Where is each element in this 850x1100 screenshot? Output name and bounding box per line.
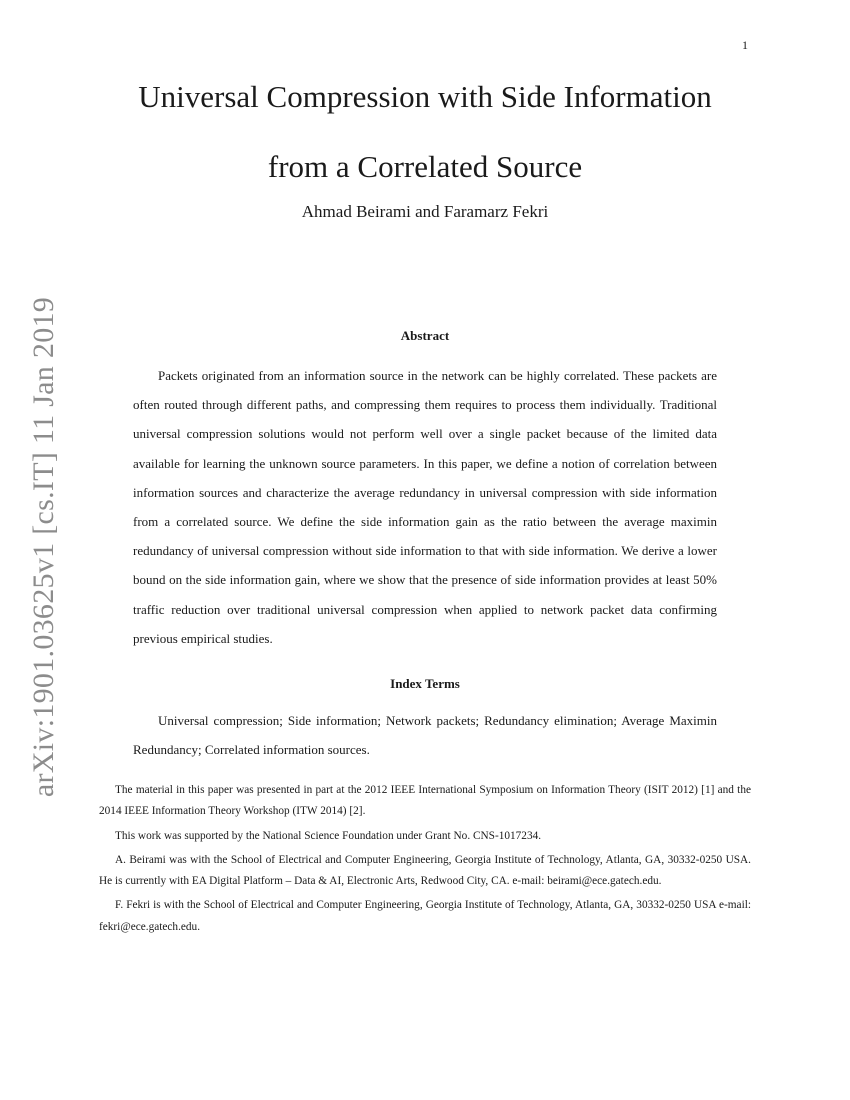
footnotes <box>99 780 751 941</box>
footnote-presentation: The material in this paper was presented in part at the 2012 IEEE International Symposium on Information Theory (ISIT 2012) [1] and the 2014 IEEE Information Theory Workshop (ITW 2014) [2]. <box>99 784 751 818</box>
paper-title <box>0 62 850 202</box>
footnote-funding: This work was supported by the National Science Foundation under Grant No. CNS-1017234. <box>115 829 542 842</box>
paper-authors: Ahmad Beirami and Faramarz Fekri <box>301 202 549 221</box>
index-terms-text: Universal compression; Side information; Network packets; Redundancy elimination; Average Maximin Redundancy; Correlated information sources. <box>133 713 717 758</box>
footnote-author-fekri: F. Fekri is with the School of Electrical and Computer Engineering, Georgia Institute of Technology, Atlanta, GA, 30332-0250 USA e-mail: fekri@ece.gatech.edu. <box>99 899 751 933</box>
abstract-text: Packets originated from an information source in the network can be highly correlated. These packets are often routed through different paths, and compressing them requires to process them individually. Traditional universal compression solutions would not perform well over a single packet because of the limited data available for learning the unknown source parameters. In this paper, we define a notion of correlation between information sources and characterize the average redundancy in universal compression with side information from a correlated source. We define the side information gain as the ratio between the average maximin redundancy of universal compression without side information to that with side information. We derive a lower bound on the side information gain, where we show that the presence of side information provides at least 50% traffic reduction over traditional universal compression when applied to network packet data confirming previous empirical studies. <box>133 368 717 646</box>
page-number: 1 <box>742 38 748 52</box>
arxiv-identifier-stamp: arXiv:1901.03625v1 [cs.IT] 11 Jan 2019 <box>27 296 60 798</box>
footnote-author-beirami: A. Beirami was with the School of Electrical and Computer Engineering, Georgia Institute of Technology, Atlanta, GA, 30332-0250 USA. He is currently with EA Digital Platform – Data & AI, Electronic Arts, Redwood City, CA. e-mail: beirami@ece.gatech.edu. <box>99 853 751 888</box>
index-terms-heading: Index Terms <box>390 676 460 691</box>
paper-title-line-2: from a Correlated Source <box>267 149 583 184</box>
paper-title-line-1: Universal Compression with Side Information <box>138 79 712 114</box>
abstract-heading: Abstract <box>400 328 450 343</box>
